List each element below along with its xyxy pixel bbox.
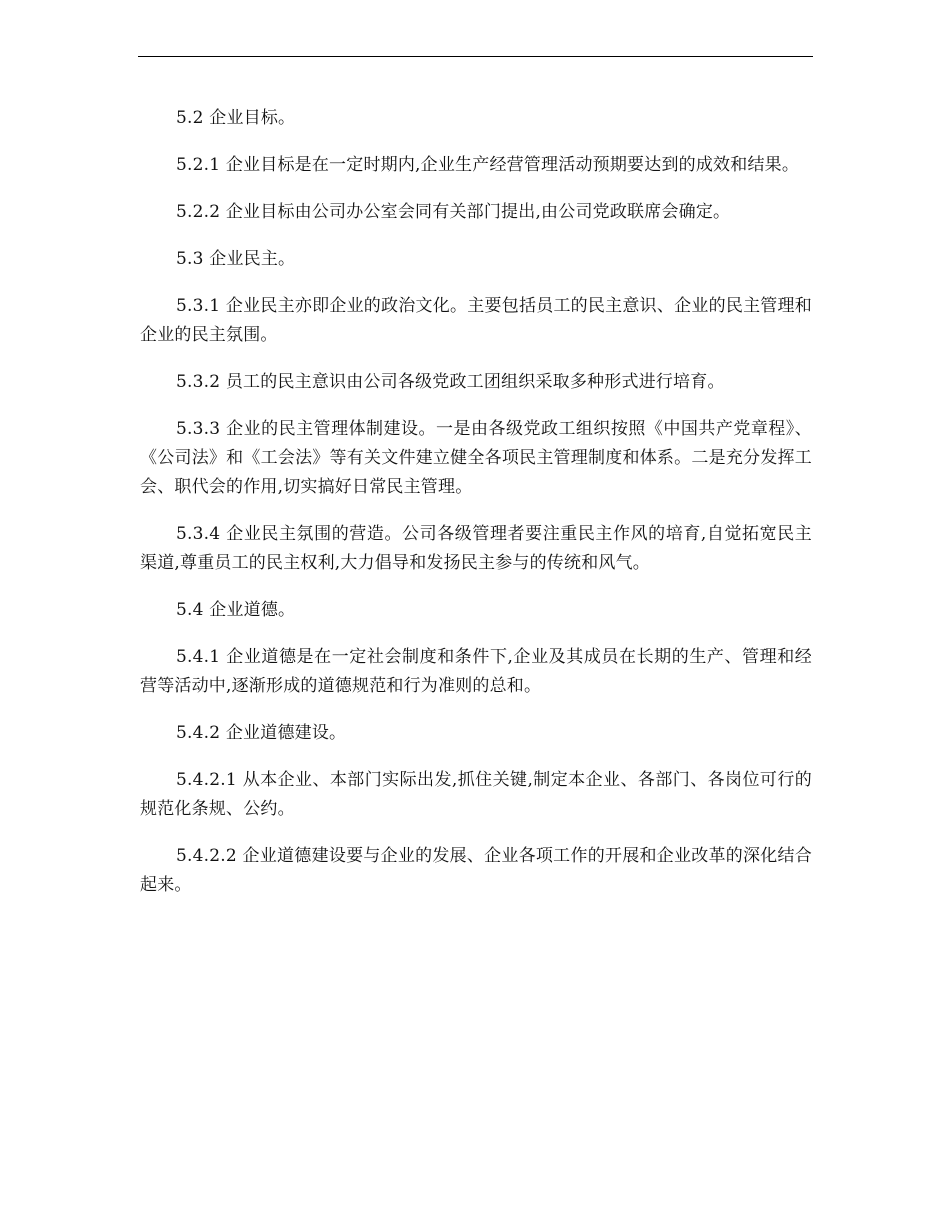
- paragraph-5-4-2-1: 5.4.2.1 从本企业、本部门实际出发,抓住关键,制定本企业、各部门、各岗位可行的规范化条规、公约。: [140, 770, 812, 819]
- paragraph-5-3-2: 5.3.2 员工的民主意识由公司各级党政工团组织采取多种形式进行培育。: [176, 372, 725, 392]
- paragraph-5-2-2: 5.2.2 企业目标由公司办公室会同有关部门提出,由公司党政联席会确定。: [176, 202, 731, 222]
- paragraph-5-3-3: 5.3.3 企业的民主管理体制建设。一是由各级党政工组织按照《中国共产党章程》、《公司法》和《工会法》等有关文件建立健全各项民主管理制度和体系。二是充分发挥工会、职代会的作用,切实搞好日常民主管理。: [140, 419, 812, 497]
- header-rule: [138, 56, 813, 57]
- paragraph-5-3-1: 5.3.1 企业民主亦即企业的政治文化。主要包括员工的民主意识、企业的民主管理和企业的民主氛围。: [140, 296, 812, 345]
- section-heading-5-4: 5.4 企业道德。: [176, 600, 296, 620]
- paragraph-5-4-1: 5.4.1 企业道德是在一定社会制度和条件下,企业及其成员在长期的生产、管理和经营等活动中,逐渐形成的道德规范和行为准则的总和。: [140, 647, 812, 696]
- document-body: [140, 104, 812, 918]
- section-heading-5-2: 5.2 企业目标。: [176, 108, 296, 128]
- paragraph-5-4-2-2: 5.4.2.2 企业道德建设要与企业的发展、企业各项工作的开展和企业改革的深化结合起来。: [140, 846, 812, 895]
- paragraph-5-4-2: 5.4.2 企业道德建设。: [176, 723, 347, 743]
- paragraph-5-3-4: 5.3.4 企业民主氛围的营造。公司各级管理者要注重民主作风的培育,自觉拓宽民主渠道,尊重员工的民主权利,大力倡导和发扬民主参与的传统和风气。: [140, 524, 812, 573]
- section-heading-5-3: 5.3 企业民主。: [176, 249, 296, 269]
- paragraph-5-2-1: 5.2.1 企业目标是在一定时期内,企业生产经营管理活动预期要达到的成效和结果。: [176, 155, 800, 175]
